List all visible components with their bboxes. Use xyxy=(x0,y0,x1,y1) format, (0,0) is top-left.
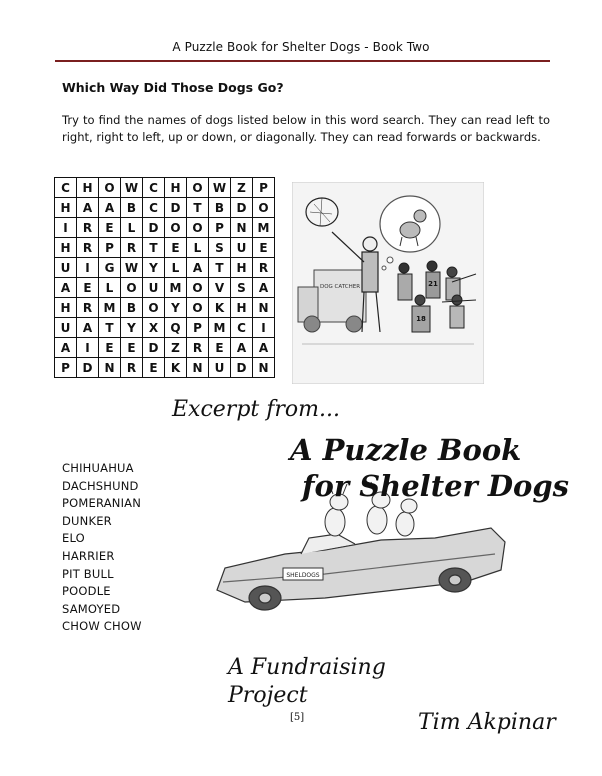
grid-cell: M xyxy=(209,318,231,338)
grid-cell: A xyxy=(253,278,275,298)
grid-cell: D xyxy=(77,358,99,378)
grid-row xyxy=(55,258,275,278)
grid-cell: A xyxy=(55,338,77,358)
grid-row xyxy=(55,198,275,218)
fundraising-line1: A Fundraising xyxy=(228,655,386,680)
grid-cell: U xyxy=(143,278,165,298)
grid-cell: W xyxy=(121,258,143,278)
section-title: Which Way Did Those Dogs Go? xyxy=(62,80,284,95)
grid-cell: E xyxy=(99,218,121,238)
grid-cell: T xyxy=(99,318,121,338)
grid-cell: O xyxy=(187,178,209,198)
grid-cell: M xyxy=(99,298,121,318)
grid-cell: A xyxy=(231,338,253,358)
grid-cell: R xyxy=(121,238,143,258)
grid-cell: A xyxy=(55,278,77,298)
grid-cell: M xyxy=(253,218,275,238)
grid-cell: L xyxy=(99,278,121,298)
word-list-item: DUNKER xyxy=(62,513,112,528)
grid-cell: K xyxy=(165,358,187,378)
header-divider xyxy=(55,60,550,62)
grid-cell: P xyxy=(187,318,209,338)
book-title xyxy=(290,432,569,504)
grid-cell: R xyxy=(77,218,99,238)
word-list-item: HARRIER xyxy=(62,548,115,563)
word-list-item: SAMOYED xyxy=(62,601,121,616)
excerpt-label: Excerpt from... xyxy=(172,397,340,422)
grid-cell: E xyxy=(121,338,143,358)
grid-row xyxy=(55,298,275,318)
word-list-item: POODLE xyxy=(62,584,111,599)
grid-cell: E xyxy=(209,338,231,358)
grid-cell: H xyxy=(77,178,99,198)
car-sketch-icon xyxy=(217,528,505,610)
grid-cell: B xyxy=(121,198,143,218)
grid-cell: L xyxy=(165,258,187,278)
grid-cell: C xyxy=(231,318,253,338)
grid-cell: D xyxy=(231,358,253,378)
grid-cell: U xyxy=(55,318,77,338)
grid-cell: O xyxy=(253,198,275,218)
grid-row xyxy=(55,358,275,378)
grid-cell: O xyxy=(187,218,209,238)
grid-cell: X xyxy=(143,318,165,338)
grid-cell: P xyxy=(253,178,275,198)
author-name: Tim Akpinar xyxy=(418,710,556,735)
grid-cell: V xyxy=(209,278,231,298)
jersey-number: 18 xyxy=(416,315,426,323)
grid-cell: E xyxy=(253,238,275,258)
grid-row xyxy=(55,318,275,338)
grid-cell: R xyxy=(77,238,99,258)
word-list-item: PIT BULL xyxy=(62,566,114,581)
grid-cell: P xyxy=(99,238,121,258)
grid-cell: B xyxy=(121,298,143,318)
grid-cell: Y xyxy=(165,298,187,318)
grid-cell: T xyxy=(209,258,231,278)
grid-cell: U xyxy=(55,258,77,278)
grid-cell: C xyxy=(55,178,77,198)
grid-row xyxy=(55,238,275,258)
truck-sign: DOG CATCHER xyxy=(319,284,361,290)
license-plate-text: SHELDOGS xyxy=(286,572,320,579)
jersey-number: 21 xyxy=(428,280,438,288)
grid-cell: U xyxy=(209,358,231,378)
grid-cell: N xyxy=(253,358,275,378)
grid-cell: C xyxy=(143,178,165,198)
grid-cell: D xyxy=(165,198,187,218)
word-list-item: POMERANIAN xyxy=(62,496,142,511)
word-search-grid xyxy=(54,177,275,378)
grid-cell: L xyxy=(187,238,209,258)
grid-cell: N xyxy=(231,218,253,238)
grid-cell: B xyxy=(209,198,231,218)
grid-cell: E xyxy=(77,278,99,298)
grid-row xyxy=(55,278,275,298)
grid-cell: K xyxy=(209,298,231,318)
book-title-line1: A Puzzle Book xyxy=(290,433,522,467)
grid-cell: Z xyxy=(165,338,187,358)
book-title-line2: for Shelter Dogs xyxy=(302,469,570,503)
grid-cell: I xyxy=(77,338,99,358)
grid-cell: C xyxy=(143,198,165,218)
grid-cell: O xyxy=(187,278,209,298)
grid-cell: T xyxy=(143,238,165,258)
grid-cell: P xyxy=(55,358,77,378)
grid-cell: I xyxy=(55,218,77,238)
dog-catcher-illustration xyxy=(292,182,484,384)
grid-cell: A xyxy=(77,318,99,338)
grid-cell: Y xyxy=(121,318,143,338)
grid-cell: Y xyxy=(143,258,165,278)
grid-cell: H xyxy=(55,198,77,218)
grid-cell: M xyxy=(165,278,187,298)
grid-cell: R xyxy=(253,258,275,278)
word-list-item: DACHSHUND xyxy=(62,478,139,493)
grid-cell: N xyxy=(99,358,121,378)
grid-cell: W xyxy=(121,178,143,198)
grid-cell: L xyxy=(121,218,143,238)
grid-cell: Q xyxy=(165,318,187,338)
grid-row xyxy=(55,178,275,198)
grid-row xyxy=(55,218,275,238)
grid-cell: R xyxy=(187,338,209,358)
grid-cell: S xyxy=(231,278,253,298)
grid-cell: D xyxy=(143,338,165,358)
word-list xyxy=(62,460,142,636)
fundraising-label xyxy=(228,654,386,710)
page-header: A Puzzle Book for Shelter Dogs - Book Two xyxy=(172,40,430,54)
grid-cell: N xyxy=(187,358,209,378)
grid-cell: R xyxy=(77,298,99,318)
grid-cell: H xyxy=(55,298,77,318)
grid-cell: G xyxy=(99,258,121,278)
grid-cell: E xyxy=(165,238,187,258)
grid-cell: O xyxy=(165,218,187,238)
word-list-item: ELO xyxy=(62,531,85,546)
grid-row xyxy=(55,338,275,358)
grid-cell: D xyxy=(231,198,253,218)
grid-cell: E xyxy=(99,338,121,358)
grid-cell: H xyxy=(165,178,187,198)
fundraising-line2: Project xyxy=(228,683,308,708)
grid-cell: S xyxy=(209,238,231,258)
grid-cell: A xyxy=(187,258,209,278)
grid-cell: N xyxy=(253,298,275,318)
word-list-item: CHIHUAHUA xyxy=(62,461,134,475)
grid-cell: I xyxy=(77,258,99,278)
grid-cell: I xyxy=(253,318,275,338)
grid-cell: D xyxy=(143,218,165,238)
grid-cell: W xyxy=(209,178,231,198)
grid-cell: A xyxy=(77,198,99,218)
grid-cell: O xyxy=(143,298,165,318)
grid-cell: H xyxy=(231,298,253,318)
grid-cell: H xyxy=(55,238,77,258)
grid-cell: O xyxy=(99,178,121,198)
grid-cell: O xyxy=(121,278,143,298)
grid-cell: H xyxy=(231,258,253,278)
page-number: [5] xyxy=(290,712,305,723)
grid-cell: P xyxy=(209,218,231,238)
grid-cell: U xyxy=(231,238,253,258)
grid-cell: A xyxy=(99,198,121,218)
grid-cell: R xyxy=(121,358,143,378)
grid-cell: E xyxy=(143,358,165,378)
word-list-item: CHOW CHOW xyxy=(62,619,142,634)
grid-cell: T xyxy=(187,198,209,218)
grid-cell: O xyxy=(187,298,209,318)
instructions-text: Try to find the names of dogs listed below in this word search. They can read left to right, right to left, up or down, or diagonally. They can read forwards or backwards. xyxy=(62,113,550,144)
grid-cell: Z xyxy=(231,178,253,198)
grid-cell: A xyxy=(253,338,275,358)
